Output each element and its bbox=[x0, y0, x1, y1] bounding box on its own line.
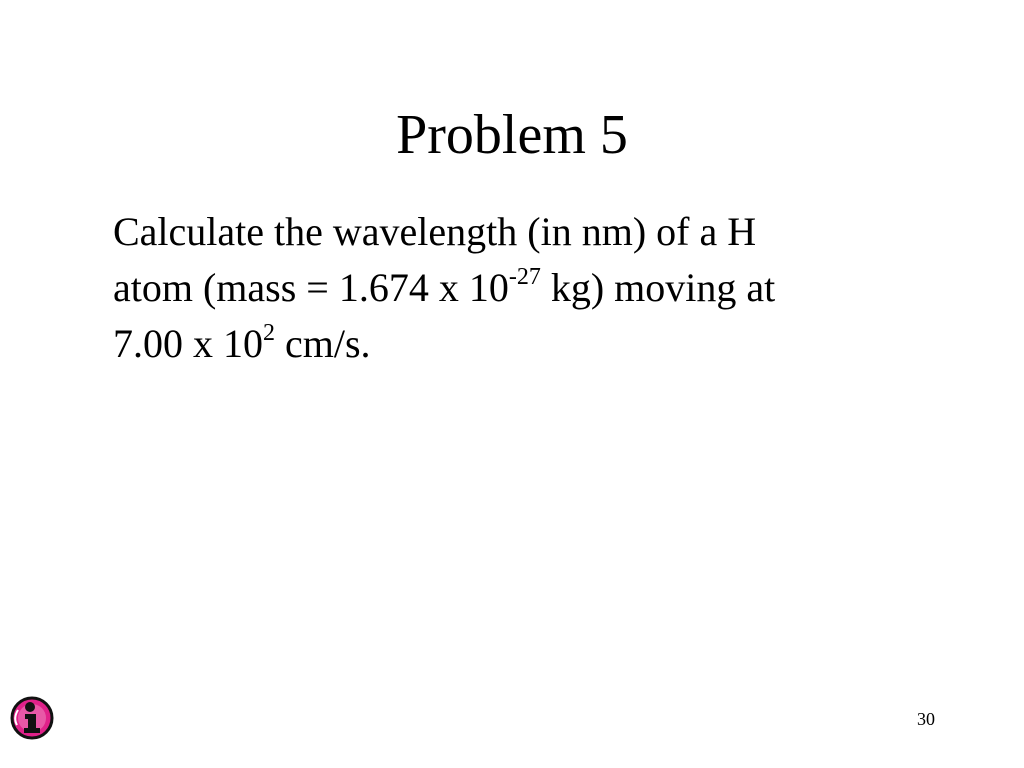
slide-title: Problem 5 bbox=[396, 104, 628, 166]
info-logo-graphic bbox=[9, 695, 55, 741]
problem-line-2 bbox=[113, 260, 933, 316]
problem-line-2-start: atom (mass = 1.674 x 10 bbox=[113, 265, 509, 310]
problem-line-2-end: kg) moving at bbox=[540, 265, 776, 310]
info-logo-icon bbox=[9, 695, 55, 741]
problem-line-1-text: Calculate the wavelength (in nm) of a H bbox=[113, 209, 757, 254]
problem-line-3-start: 7.00 x 10 bbox=[113, 321, 263, 366]
problem-line-3 bbox=[113, 316, 933, 372]
mass-exponent: -27 bbox=[508, 264, 541, 290]
problem-line-1 bbox=[113, 204, 933, 260]
page-number: 30 bbox=[917, 709, 935, 729]
problem-text bbox=[113, 204, 933, 372]
problem-line-3-end: cm/s. bbox=[275, 321, 371, 366]
velocity-exponent: 2 bbox=[263, 320, 275, 346]
